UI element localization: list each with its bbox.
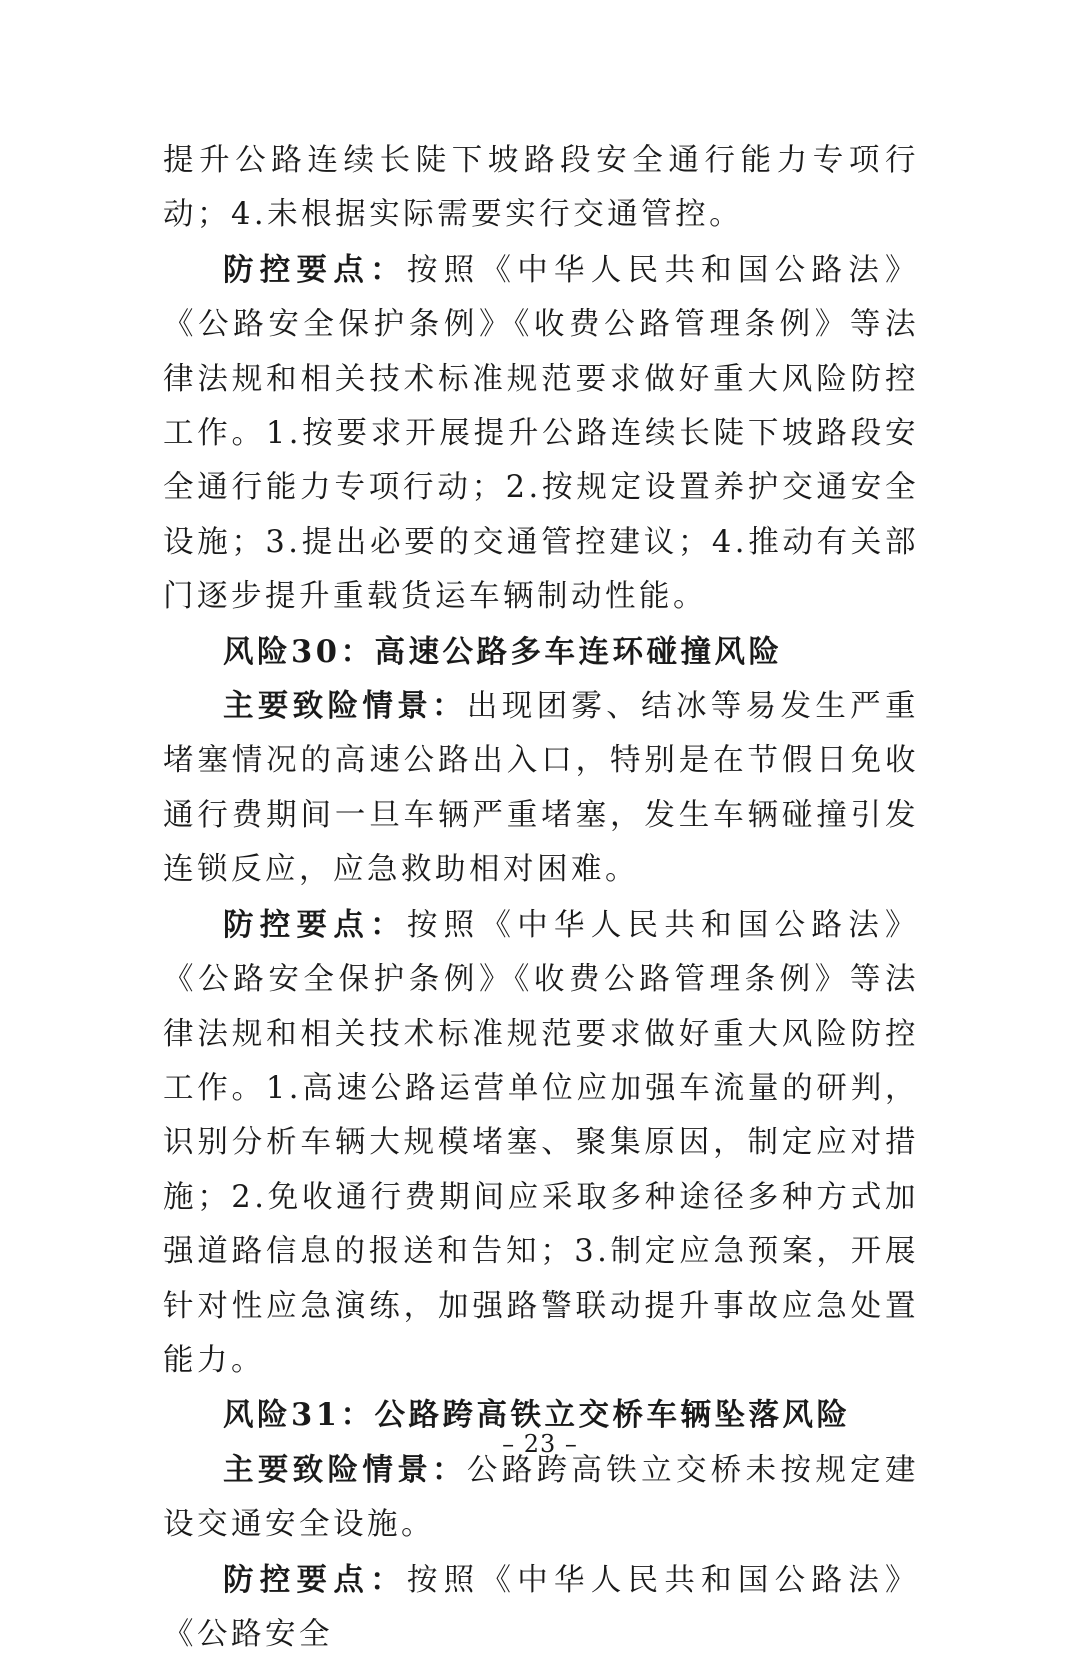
paragraph-lead: 主要致险情景： (223, 1451, 467, 1488)
risk-heading-text: 风险30：高速公路多车连环碰撞风险 (223, 633, 783, 670)
paragraph-prevention-points (163, 243, 919, 625)
page-number: – 23 – (502, 1430, 578, 1458)
risk-heading (163, 625, 919, 679)
risk-heading-text: 风险31：公路跨高铁立交桥车辆坠落风险 (223, 1397, 851, 1434)
paragraph-lead: 防控要点： (223, 906, 407, 943)
paragraph-risk-scenario (163, 679, 919, 898)
paragraph-text: 公路跨高铁立交桥未按规定建设交通安全设施。 (163, 1452, 920, 1543)
paragraph-lead: 主要致险情景： (223, 688, 467, 725)
paragraph-text: 按照《中华人民共和国公路法》《公路安全保护条例》《收费公路管理条例》等法律法规和相关技术标准规范要求做好重大风险防控工作。1.按要求开展提升公路连续长陡下坡路段安全通行能力专项行动；2.按规定设置养护交通安全设施；3.提出必要的交通管控建议；4.推动有关部门逐步提升重载货运车辆制动性能。 (163, 252, 920, 615)
paragraph-text: 按照《中华人民共和国公路法》《公路安全保护条例》《收费公路管理条例》等法律法规和相关技术标准规范要求做好重大风险防控工作。1.高速公路运营单位应加强车流量的研判，识别分析车辆大规模堵塞、聚集原因，制定应对措施；2.免收通行费期间应采取多种途径多种方式加强道路信息的报送和告知；3.制定应急预案，开展针对性应急演练，加强路警联动提升事故应急处置能力。 (163, 907, 920, 1378)
paragraph-prevention-points (163, 1553, 919, 1662)
paragraph-continuation (163, 134, 919, 243)
paragraph-text: 按照《中华人民共和国公路法》《公路安全 (163, 1562, 920, 1652)
paragraph-prevention-points (163, 898, 919, 1389)
paragraph-text: 出现团雾、结冰等易发生严重堵塞情况的高速公路出入口，特别是在节假日免收通行费期间一旦车辆严重堵塞，发生车辆碰撞引发连锁反应，应急救助相对困难。 (163, 689, 920, 888)
paragraph-lead: 防控要点： (223, 1561, 407, 1598)
paragraph-text: 提升公路连续长陡下坡路段安全通行能力专项行动；4.未根据实际需要实行交通管控。 (163, 143, 919, 233)
paragraph-lead: 防控要点： (223, 251, 407, 288)
